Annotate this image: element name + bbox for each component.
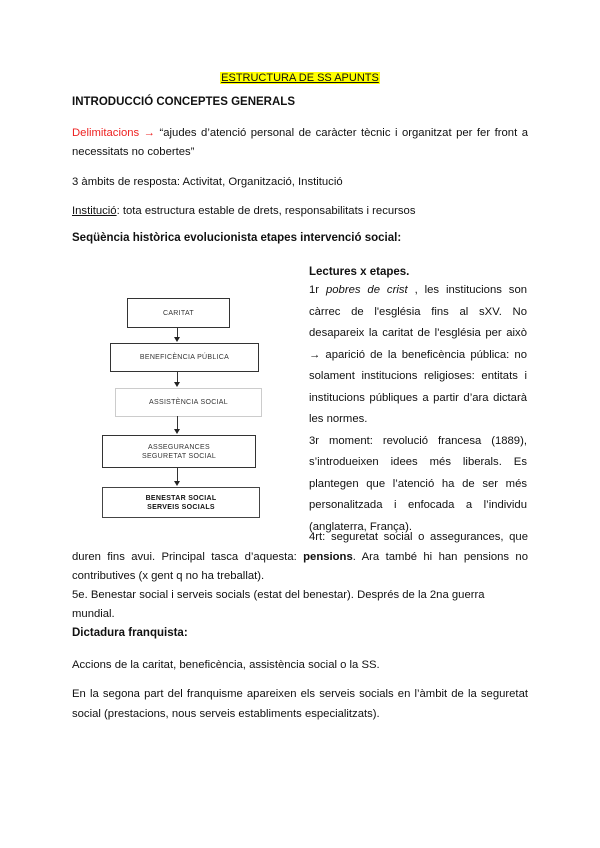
lectures-paragraph-1: 1r pobres de crist , les institucions son càrrec de l'església fins al sXV. No desapareix la caritat de l'església per això → aparició de la beneficència pública: no solament institucions religioses: entitats i institucions públiques a partir d’ara dictarà les normes. bbox=[309, 284, 528, 425]
heading-dictadura: Dictadura franquista: bbox=[72, 627, 188, 639]
lectures-paragraph-4-cont: duren fins avui. Principal tasca d’aquesta: pensions. Ara també hi han pensions no contributives (x gent q no ha treballat). 5e. Benestar social i serveis socials (estat del benestar). Després de la 2na guerra mundial. bbox=[72, 548, 528, 624]
arrow-down-icon bbox=[174, 382, 180, 387]
diagram-box-beneficencia: BENEFICÈNCIA PÚBLICA bbox=[110, 343, 259, 372]
lectures-column bbox=[309, 265, 527, 538]
diagram-box-assegurances: ASSEGURANCES SEGURETAT SOCIAL bbox=[102, 435, 256, 468]
diagram-connector bbox=[177, 416, 178, 430]
delimitacions-label: Delimitacions → bbox=[72, 127, 155, 139]
dictadura-paragraph-2: En la segona part del franquisme apareixen els serveis socials en l’àmbit de la seguretat social (prestacions, nous serveis establiments especialitzats). bbox=[72, 688, 528, 720]
diagram-box-assistencia: ASSISTÈNCIA SOCIAL bbox=[115, 388, 262, 417]
delimitacions-paragraph: Delimitacions → “ajudes d’atenció personal de caràcter tècnic i organitzat per fer front a necessitats no cobertes” bbox=[72, 127, 528, 158]
arrow-down-icon bbox=[174, 481, 180, 486]
document-title: ESTRUCTURA DE SS APUNTS bbox=[221, 72, 379, 84]
institucio-paragraph: Institució: tota estructura estable de drets, responsabilitats i recursos bbox=[72, 205, 416, 217]
diagram-box-caritat: CARITAT bbox=[127, 298, 230, 328]
ambits-paragraph: 3 àmbits de resposta: Activitat, Organització, Institució bbox=[72, 176, 343, 188]
heading-sequencia: Seqüència històrica evolucionista etapes intervenció social: bbox=[72, 232, 402, 244]
arrow-down-icon bbox=[174, 337, 180, 342]
heading-intro: INTRODUCCIÓ CONCEPTES GENERALS bbox=[72, 96, 295, 108]
lectures-heading: Lectures x etapes. bbox=[309, 266, 410, 278]
dictadura-paragraph-1: Accions de la caritat, beneficència, assistència social o la SS. bbox=[72, 659, 380, 671]
diagram-connector bbox=[177, 467, 178, 482]
lectures-paragraph-3: 3r moment: revolució francesa (1889), s’introdueixen idees més liberals. Es plantegen que l’atenció ha de ser més personalitzada i enfocada a l’individu (anglaterra, França). bbox=[309, 434, 527, 533]
lectures-paragraph-5: 5e. Benestar social i serveis socials (estat del benestar). Després de la 2na guerra mundial. bbox=[72, 589, 485, 620]
arrow-down-icon bbox=[174, 429, 180, 434]
institucio-label: Institució bbox=[72, 205, 117, 217]
lectures-paragraph-4-start: 4rt: seguretat social o assegurances, que bbox=[309, 531, 528, 543]
diagram-box-benestar: BENESTAR SOCIAL SERVEIS SOCIALS bbox=[102, 487, 260, 518]
